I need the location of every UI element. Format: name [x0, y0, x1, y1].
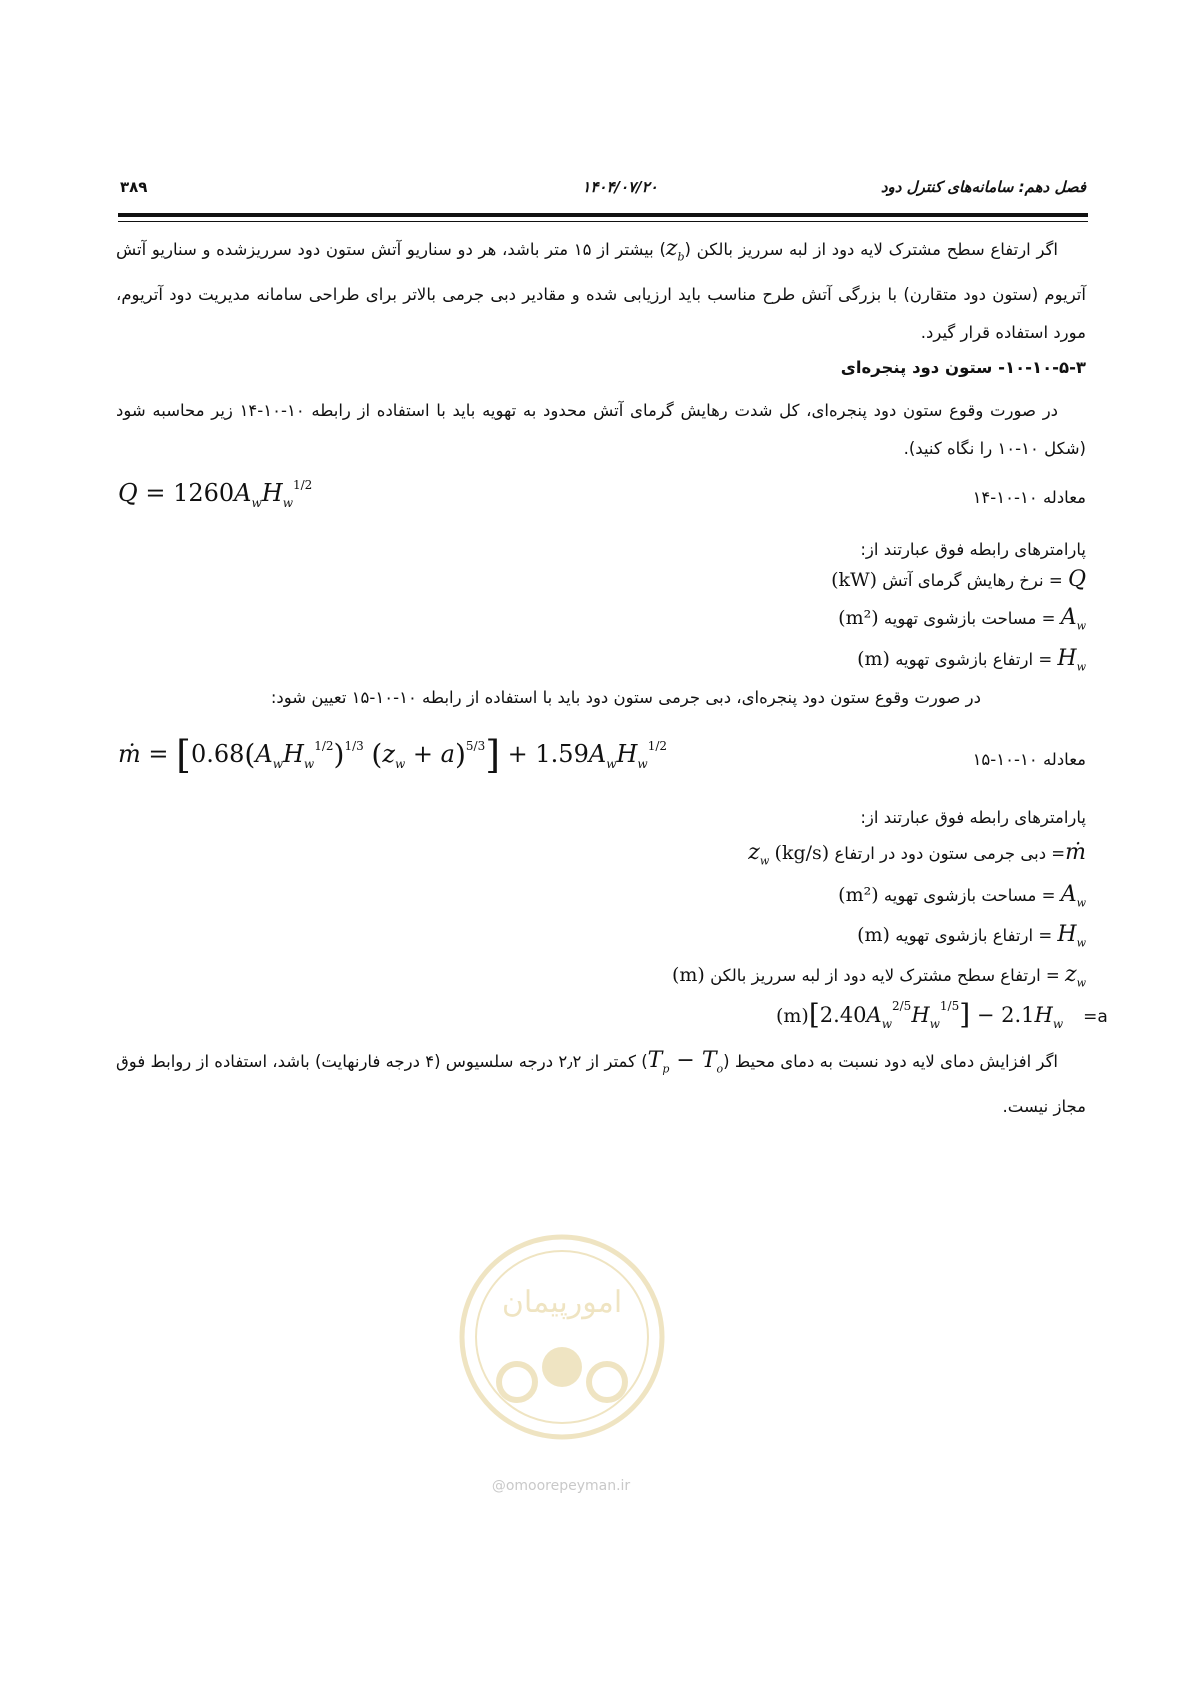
watermark-url: @omoorepeyman.ir: [491, 1478, 631, 1494]
a-formula: $(m)[2.40A_w^{2/5}H_w^{1/5}] - 2.1H_w$ =a: [776, 998, 1108, 1031]
params2-intro: پارامترهای رابطه فوق عبارتند از:: [860, 808, 1086, 827]
zb-symbol: $z_b$: [665, 236, 685, 264]
chapter-title: فصل دهم: سامانه‌های کنترل دود: [880, 178, 1086, 196]
page-header: [120, 178, 1086, 202]
paragraph-temperature: [116, 1042, 1086, 1126]
param-hw-2: $H_w$ = ارتفاع بازشوی تهویه (m): [857, 922, 1086, 950]
equation-14: $Q = 1260A_wH_w^{1/2}$: [118, 478, 313, 510]
paragraph-mass-flow: در صورت وقوع ستون دود پنجره‌ای، دبی جرمی ستون دود باید با استفاده از رابطه ۱۰-۱۰-۱۵ تعیین شود:: [270, 688, 981, 707]
params1-intro: پارامترهای رابطه فوق عبارتند از:: [860, 540, 1086, 559]
param-aw: $A_w$ = مساحت بازشوی تهویه (m²): [838, 605, 1086, 633]
page-number: ۳۸۹: [120, 178, 148, 196]
param-hw: $H_w$ = ارتفاع بازشوی تهویه (m): [857, 646, 1086, 674]
param-mdot: ṁ= دبی جرمی ستون دود در ارتفاع $z_w$ (kg/s): [748, 840, 1086, 868]
paragraph-balcony: [116, 230, 1086, 352]
para4-text-a: اگر افزایش دمای لایه دود نسبت به دمای محیط (: [723, 1052, 1059, 1071]
equation-14-label: معادله ۱۰-۱۰-۱۴: [972, 488, 1086, 507]
param-q: Q = نرخ رهایش گرمای آتش (kW): [831, 567, 1086, 592]
paragraph-window-plume: [116, 392, 1086, 468]
watermark-logo: [457, 1232, 667, 1442]
param-zw: $z_w$ = ارتفاع سطح مشترک لایه دود از لبه سرریز بالکن (m): [671, 962, 1086, 990]
equation-15-label: معادله ۱۰-۱۰-۱۵: [972, 750, 1086, 769]
equation-15: ṁ = [$0.68(A_wH_w^{1/2})^{1/3}$ $(z_w + a)^{5/3}] + 1.59A_wH_w^{1/2}$: [118, 733, 667, 777]
para2-text: در صورت وقوع ستون دود پنجره‌ای، کل شدت رهایش گرمای آتش محدود به تهویه باید با استفاده از رابطه ۱۰-۱۰-۱۴ زیر محاسبه شود (شکل ۱۰-۱۰ را نگاه کنید).: [116, 401, 1086, 458]
para1-text-a: اگر ارتفاع سطح مشترک لایه دود از لبه سرریز بالکن (: [684, 240, 1058, 259]
header-rule-thick: [118, 213, 1088, 217]
tp-to-symbol: $T_p - T_o$: [647, 1048, 724, 1076]
param-aw-2: $A_w$ = مساحت بازشوی تهویه (m²): [838, 882, 1086, 910]
watermark-logo-text: امورپیمان: [501, 1285, 623, 1320]
para1-text-b: ) بیشتر از ۱۵ متر باشد، هر دو سناریو آتش ستون دود سرریزشده و سناریو آتش آتریوم (ستون دود متقارن) با بزرگی آتش طرح مناسب باید ارزیابی شده و مقادیر دبی جرمی بالاتر برای طراحی سامانه مدیریت دود آتریوم، مورد استفاده قرار گیرد.: [116, 240, 1086, 343]
para4-text-b: ) کمتر از ۲٫۲ درجه سلسیوس (۴ درجه فارنهایت) باشد، استفاده از روابط فوق مجاز نیست.: [116, 1052, 1086, 1117]
header-rule-thin: [118, 221, 1088, 222]
header-date: ۱۴۰۴/۰۷/۲۰: [582, 178, 658, 196]
section-heading: ۱۰-۱۰-۵-۳- ستون دود پنجره‌ای: [840, 358, 1086, 377]
